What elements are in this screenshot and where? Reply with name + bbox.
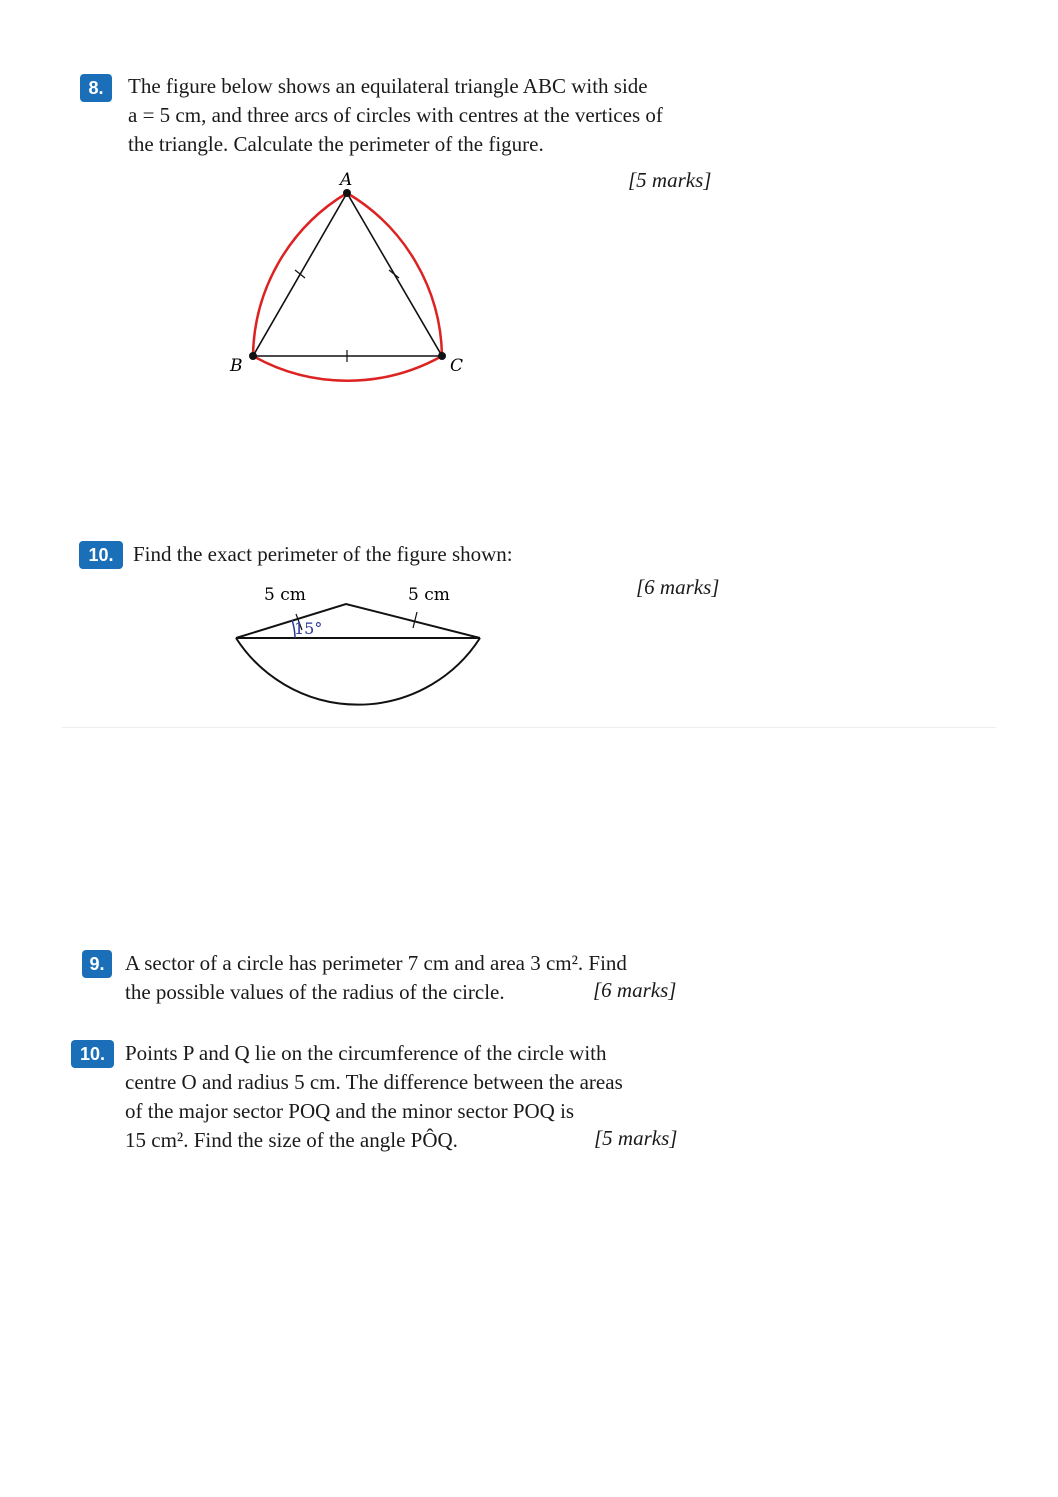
question-10b-line-2: centre O and radius 5 cm. The difference between the areas bbox=[125, 1070, 623, 1094]
tick-ab bbox=[295, 270, 305, 278]
tick-ac bbox=[389, 270, 399, 278]
question-9-line-2: the possible values of the radius of the circle. bbox=[125, 980, 505, 1004]
question-9-line-1: A sector of a circle has perimeter 7 cm and area 3 cm². Find bbox=[125, 951, 627, 975]
question-10b-line-3: of the major sector POQ and the minor sector POQ is bbox=[125, 1099, 575, 1123]
question-8-line-3: the triangle. Calculate the perimeter of the figure. bbox=[128, 132, 544, 156]
left-side-label: 5 cm bbox=[264, 585, 306, 605]
question-number-10b: 10. bbox=[71, 1040, 114, 1068]
question-8-marks: [5 marks] bbox=[628, 168, 712, 192]
question-number-10a: 10. bbox=[79, 541, 123, 569]
question-number-8: 8. bbox=[80, 74, 112, 102]
question-number-9: 9. bbox=[82, 950, 112, 978]
vertex-c bbox=[438, 352, 446, 360]
angle-label: 15° bbox=[294, 619, 323, 638]
kite-semicircle-figure bbox=[220, 580, 500, 725]
section-divider bbox=[62, 727, 996, 728]
label-b: B bbox=[230, 356, 243, 376]
question-8-line-1: The figure below shows an equilateral triangle ABC with side bbox=[128, 74, 648, 98]
semicircle-arc bbox=[236, 638, 480, 705]
question-10b-line-1: Points P and Q lie on the circumference of the circle with bbox=[125, 1041, 607, 1065]
question-10b-text bbox=[125, 1039, 623, 1155]
triangle-abc bbox=[253, 193, 442, 356]
question-10b-line-4: 15 cm². Find the size of the angle PÔQ. bbox=[125, 1128, 458, 1152]
label-c: C bbox=[450, 356, 464, 376]
reuleaux-triangle-figure bbox=[220, 165, 490, 395]
vertex-a bbox=[343, 189, 351, 197]
question-8-line-2: a = 5 cm, and three arcs of circles with centres at the vertices of bbox=[128, 103, 663, 127]
question-10a-text: Find the exact perimeter of the figure shown: bbox=[133, 542, 513, 566]
question-8-text bbox=[128, 72, 663, 159]
question-9-text bbox=[125, 949, 627, 1007]
vertex-b bbox=[249, 352, 257, 360]
kite-sides bbox=[236, 604, 480, 638]
label-a: A bbox=[340, 170, 353, 190]
question-9-marks: [6 marks] bbox=[593, 978, 677, 1002]
question-10b-marks: [5 marks] bbox=[594, 1126, 678, 1150]
right-side-label: 5 cm bbox=[408, 585, 450, 605]
tick-right-side bbox=[413, 612, 417, 628]
question-10a-marks: [6 marks] bbox=[636, 575, 720, 599]
